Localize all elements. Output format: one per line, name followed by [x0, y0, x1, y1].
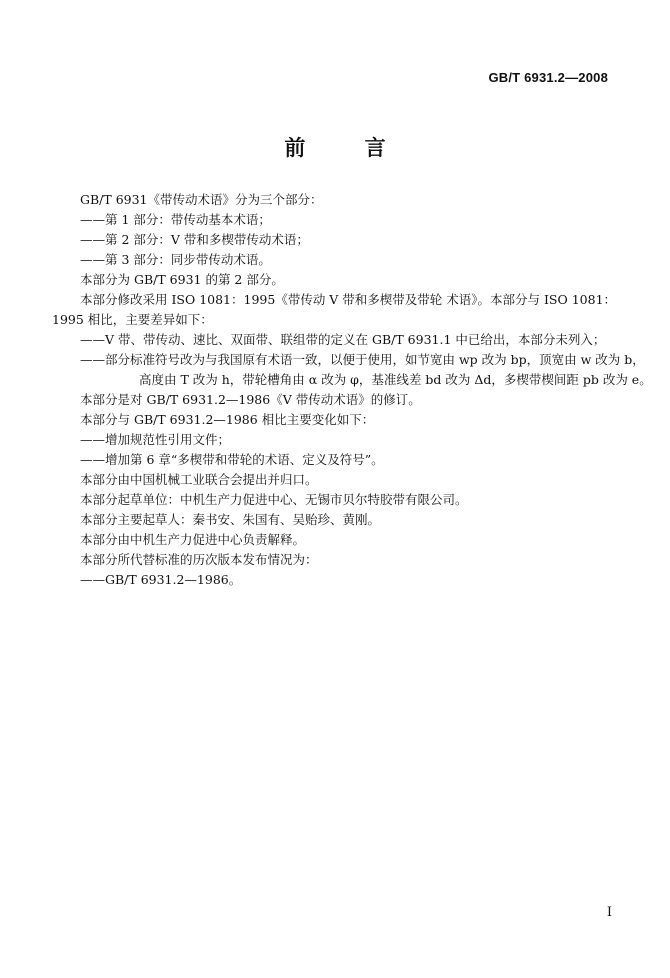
paragraph: 本部分所代替标准的历次版本发布情况为：	[80, 552, 318, 567]
list-item: ——增加第 6 章“多楔带和带轮的术语、定义及符号”。	[80, 452, 384, 467]
list-item: ——GB/T 6931.2—1986。	[80, 572, 242, 587]
paragraph: 本部分修改采用 ISO 1081：1995《带传动 V 带和多楔带及带轮 术语》。本部分与 ISO 1081：	[80, 292, 617, 307]
list-item: ——第 3 部分：同步带传动术语。	[80, 252, 271, 267]
list-item: ——第 1 部分：带传动基本术语；	[80, 212, 271, 227]
paragraph: 本部分起草单位：中机生产力促进中心、无锡市贝尔特胶带有限公司。	[80, 492, 468, 507]
page-number: I	[606, 905, 612, 920]
list-item: ——部分标准符号改为与我国原有术语一致，以便于使用，如节宽由 wp 改为 bp，顶宽由 w 改为 b，	[80, 352, 645, 367]
paragraph: 本部分主要起草人：秦书安、朱国有、吴贻珍、黄刚。	[80, 512, 381, 527]
list-item: ——V 带、带传动、速比、双面带、联组带的定义在 GB/T 6931.1 中已给出，本部分未列入；	[80, 332, 606, 347]
list-item: ——增加规范性引用文件；	[80, 432, 231, 447]
paragraph: 本部分是对 GB/T 6931.2—1986《V 带传动术语》的修订。	[80, 392, 421, 407]
list-item: ——第 2 部分：V 带和多楔带传动术语；	[80, 232, 309, 247]
paragraph-continuation: 1995 相比，主要差异如下：	[52, 312, 213, 327]
paragraph: 本部分由中机生产力促进中心负责解释。	[80, 532, 306, 547]
page-title: 前 言	[284, 136, 412, 160]
paragraph: GB/T 6931《带传动术语》分为三个部分：	[80, 192, 323, 207]
paragraph: 本部分为 GB/T 6931 的第 2 部分。	[80, 272, 284, 287]
paragraph: 本部分与 GB/T 6931.2—1986 相比主要变化如下：	[80, 412, 375, 427]
standard-code: GB/T 6931.2—2008	[488, 70, 608, 85]
list-item-continuation: 高度由 T 改为 h，带轮槽角由 α 改为 φ，基准线差 bd 改为 Δd，多楔带楔间距 pb 改为 e。	[139, 372, 652, 387]
paragraph: 本部分由中国机械工业联合会提出并归口。	[80, 472, 318, 487]
document-body	[52, 190, 652, 590]
